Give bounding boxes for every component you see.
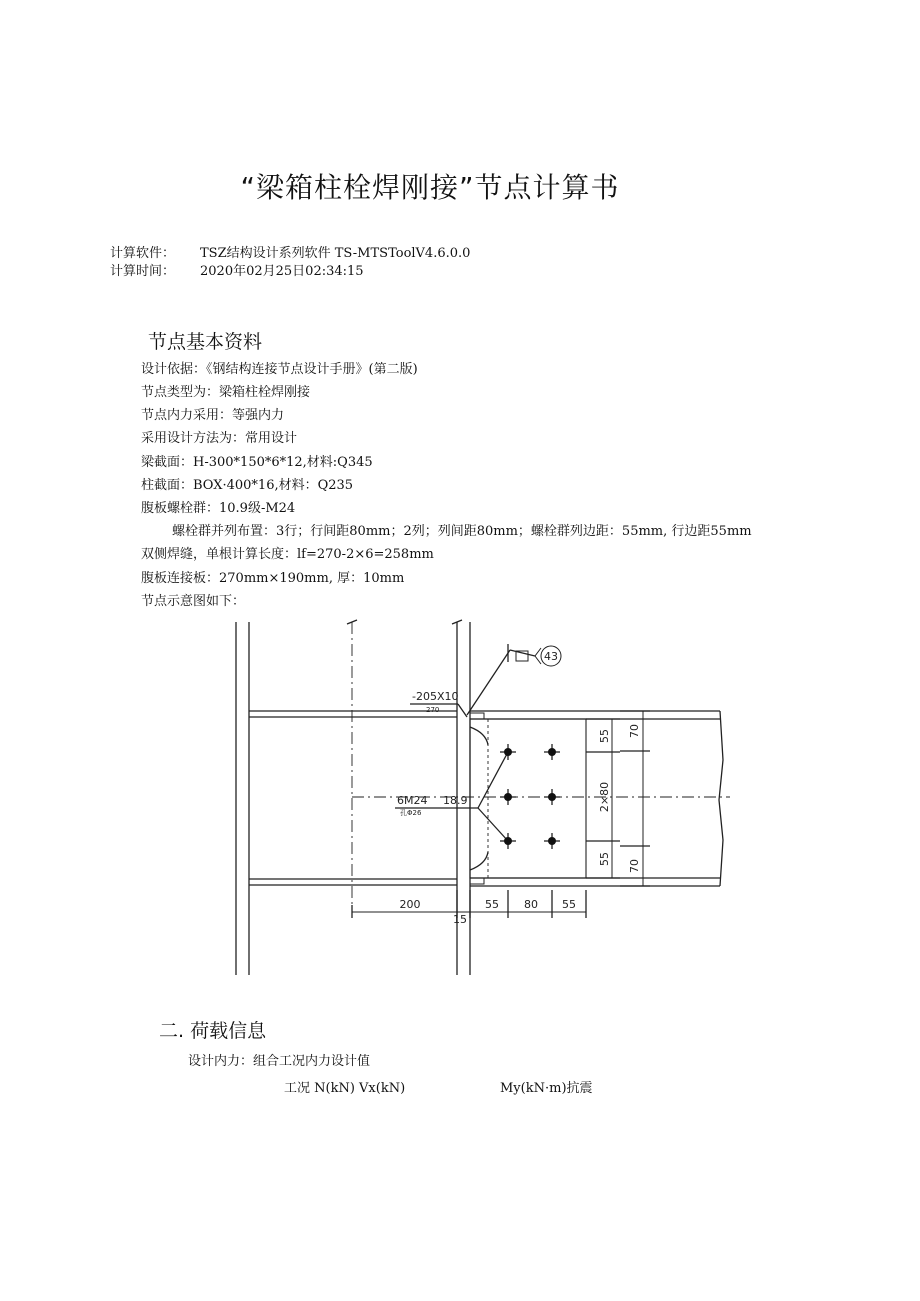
v-dim-55-bot: 55 <box>598 852 611 866</box>
weld-symbol-label: 43 <box>544 650 558 663</box>
info-line: 腹板螺栓群：10.9级-M24 <box>141 501 296 516</box>
plate-label: -205X10 <box>412 690 459 703</box>
meta-software-label: 计算软件： <box>110 246 176 261</box>
bolt-r1c1 <box>500 744 516 760</box>
bolt-group <box>500 744 560 849</box>
section2-heading: 二. 荷载信息 <box>159 1020 267 1042</box>
plate-sub-label: 270 <box>426 706 440 714</box>
bolt-r1c2 <box>544 744 560 760</box>
dim-55-right: 55 <box>562 898 576 911</box>
meta-time-label: 计算时间： <box>110 264 176 279</box>
dim-55-left: 55 <box>485 898 499 911</box>
v-dim-2x80: 2×80 <box>598 781 611 813</box>
v-dim-70-top: 70 <box>628 724 641 738</box>
section1-heading: 节点基本资料 <box>148 331 263 353</box>
info-line: 节点内力采用：等强内力 <box>141 408 285 423</box>
info-line: 节点示意图如下： <box>141 594 246 609</box>
meta-time-value: 2020年02月25日02:34:15 <box>200 264 364 279</box>
v-dim-55-top: 55 <box>598 729 611 743</box>
info-line: 腹板连接板：270mm×190mm, 厚：10mm <box>141 571 405 586</box>
hole-label: 孔Φ26 <box>400 809 422 817</box>
table-header-left: 工况 N(kN) Vx(kN) <box>284 1081 406 1096</box>
page-title: “梁箱柱栓焊刚接”节点计算书 <box>240 171 620 204</box>
bolt-sub-label: 18.9 <box>443 794 468 807</box>
info-line: 设计依据：《钢结构连接节点设计手册》(第二版) <box>141 362 418 377</box>
info-line: 节点类型为：梁箱柱栓焊刚接 <box>141 385 311 400</box>
table-header-right: My(kN·m)抗震 <box>500 1081 593 1096</box>
dim-80: 80 <box>524 898 538 911</box>
bolt-r2c2 <box>544 789 560 805</box>
info-line: 柱截面：BOX·400*16,材料：Q235 <box>141 478 354 493</box>
bolt-spec-label: 6M24 <box>397 794 428 807</box>
dim-200: 200 <box>399 898 421 911</box>
bolt-r3c2 <box>544 833 560 849</box>
bolt-r2c1 <box>500 789 516 805</box>
meta-software-value: TSZ结构设计系列软件 TS-MTSToolV4.6.0.0 <box>200 246 471 261</box>
info-line: 螺栓群并列布置：3行；行间距80mm；2列；列间距80mm；螺栓群列边距：55mm, 行边距55mm <box>172 524 752 539</box>
v-dim-70-bot: 70 <box>628 859 641 873</box>
info-line: 采用设计方法为：常用设计 <box>141 431 298 446</box>
load-line: 设计内力：组合工况内力设计值 <box>188 1054 371 1069</box>
info-line: 梁截面：H-300*150*6*12,材料:Q345 <box>141 455 373 470</box>
dim-15: 15 <box>453 913 467 926</box>
info-line: 双侧焊缝，单根计算长度：lf=270-2×6=258mm <box>141 547 434 562</box>
